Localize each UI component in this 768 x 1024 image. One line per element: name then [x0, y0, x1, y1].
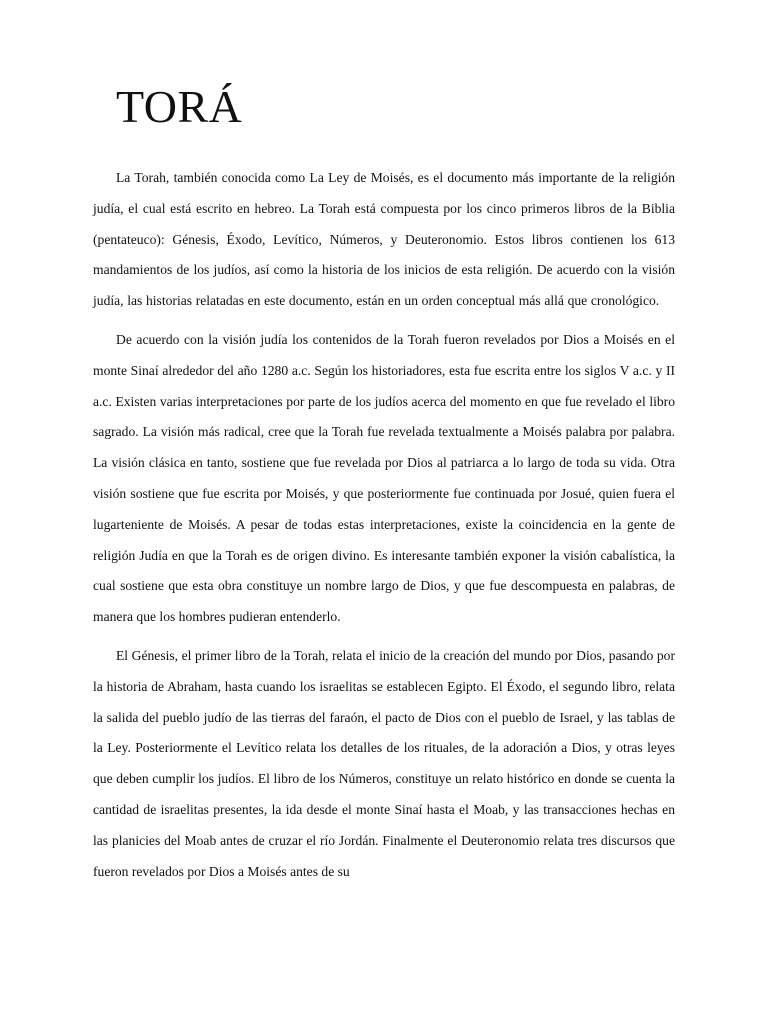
document-body — [93, 163, 675, 895]
document-title: TORÁ — [116, 81, 243, 132]
paragraph-revelation: De acuerdo con la visión judía los contenidos de la Torah fueron revelados por Dios a Moisés en el monte Sinaí alrededor del año 1280 a.c. Según los historiadores, esta fue escrita entre los siglos V a.c. y II a.c. Existen varias interpretaciones por parte de los judíos acerca del momento en que fue revelado el libro sagrado. La visión más radical, cree que la Torah fue revelada textualmente a Moisés palabra por palabra. La visión clásica en tanto, sostiene que fue revelada por Dios al patriarca a lo largo de toda su vida. Otra visión sostiene que fue escrita por Moisés, y que posteriormente fue continuada por Josué, quien fuera el lugarteniente de Moisés. A pesar de todas estas interpretaciones, existe la coincidencia en la gente de religión Judía en que la Torah es de origen divino. Es interesante también exponer la visión cabalística, la cual sostiene que esta obra constituye un nombre largo de Dios, y que fue descompuesta en palabras, de manera que los hombres pudieran entenderlo. — [93, 331, 675, 625]
paragraph-introduction: La Torah, también conocida como La Ley de Moisés, es el documento más importante de la religión judía, el cual está escrito en hebreo. La Torah está compuesta por los cinco primeros libros de la Biblia (pentateuco): Génesis, Éxodo, Levítico, Números, y Deuteronomio. Estos libros contienen los 613 mandamientos de los judíos, así como la historia de los inicios de esta religión. De acuerdo con la visión judía, las historias relatadas en este documento, están en un orden conceptual más allá que cronológico. — [93, 170, 675, 309]
paragraph-books: El Génesis, el primer libro de la Torah, relata el inicio de la creación del mundo por Dios, pasando por la historia de Abraham, hasta cuando los israelitas se establecen Egipto. El Éxodo, el segundo libro, relata la salida del pueblo judío de las tierras del faraón, el pacto de Dios con el pueblo de Israel, y las tablas de la Ley. Posteriormente el Levítico relata los detalles de los rituales, de la adoración a Dios, y otras leyes que deben cumplir los judíos. El libro de los Números, constituye un relato histórico en donde se cuenta la cantidad de israelitas presentes, la ida desde el monte Sinaí hasta el Moab, y las transacciones hechas en las planicies del Moab antes de cruzar el río Jordán. Finalmente el Deuteronomio relata tres discursos que fueron revelados por Dios a Moisés antes de su — [93, 647, 675, 879]
